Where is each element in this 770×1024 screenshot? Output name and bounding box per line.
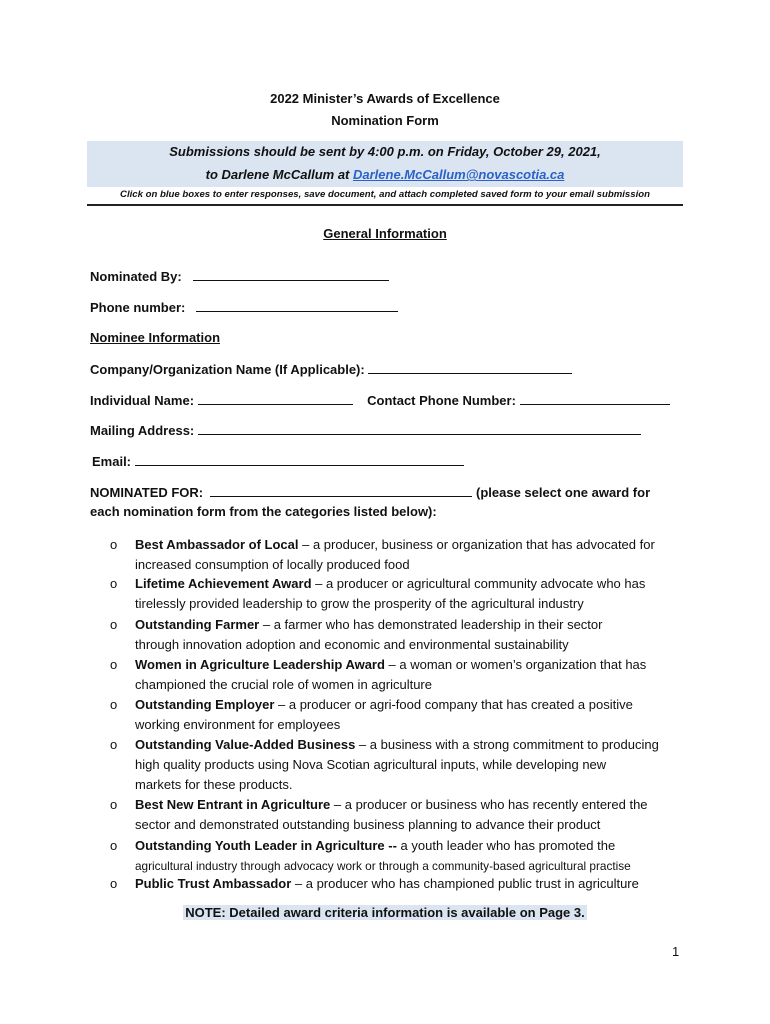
award-desc: championed the crucial role of women in agriculture (135, 677, 432, 692)
recipient-prefix: to Darlene McCallum at (205, 167, 353, 182)
mailing-address-field[interactable] (198, 422, 641, 435)
award-desc: sector and demonstrated outstanding business planning to advance their product (135, 817, 601, 832)
nominated-for-instruction: each nomination form from the categories listed below): (90, 504, 437, 519)
award-desc: – a farmer who has demonstrated leadership in their sector (259, 617, 603, 632)
nominated-for-field[interactable] (210, 484, 472, 497)
checkbox-bullet[interactable]: o (110, 537, 118, 552)
checkbox-bullet[interactable]: o (110, 617, 118, 632)
divider (87, 204, 683, 206)
contact-phone-label: Contact Phone Number: (367, 393, 516, 408)
award-name: Lifetime Achievement Award (135, 576, 312, 591)
award-desc: a youth leader who has promoted the (396, 838, 616, 853)
individual-row (90, 392, 670, 408)
phone-row (90, 299, 398, 315)
checkbox-bullet[interactable]: o (110, 838, 118, 853)
form-title: 2022 Minister’s Awards of Excellence (270, 91, 500, 106)
award-desc: – a producer or business who has recently entered the (330, 797, 648, 812)
mailing-label: Mailing Address: (90, 423, 195, 438)
award-name: Outstanding Employer (135, 697, 275, 712)
checkbox-bullet[interactable]: o (110, 737, 118, 752)
award-desc: – a producer, business or organization that has advocated for (298, 537, 655, 552)
award-desc: markets for these products. (135, 777, 293, 792)
nominated-for-row (90, 484, 650, 500)
award-name: Outstanding Farmer (135, 617, 260, 632)
award-desc: tirelessly provided leadership to grow the prosperity of the agricultural industry (135, 596, 584, 611)
general-info-heading: General Information (323, 226, 447, 241)
award-name: Best Ambassador of Local (135, 537, 299, 552)
award-desc: – a producer who has championed public trust in agriculture (291, 876, 639, 891)
page-number: 1 (672, 944, 680, 959)
individual-name-field[interactable] (198, 392, 353, 405)
form-subtitle: Nomination Form (331, 113, 439, 128)
instruction-text: Click on blue boxes to enter responses, save document, and attach completed saved form to your email submission (120, 189, 650, 200)
nominated-by-field[interactable] (193, 268, 389, 281)
award-desc: high quality products using Nova Scotian agricultural inputs, while developing new (135, 757, 607, 772)
award-desc: – a woman or women’s organization that has (384, 657, 647, 672)
checkbox-bullet[interactable]: o (110, 657, 118, 672)
checkbox-bullet[interactable]: o (110, 876, 118, 891)
contact-phone-field[interactable] (520, 392, 670, 405)
award-name: Outstanding Youth Leader in Agriculture -- (135, 838, 397, 853)
award-name: Outstanding Value-Added Business (135, 737, 356, 752)
individual-label: Individual Name: (90, 393, 195, 408)
nominated-by-row (90, 268, 389, 284)
company-row (90, 361, 572, 377)
phone-label: Phone number: (90, 300, 186, 315)
award-desc: agricultural industry through advocacy work or through a community-based agricultural practise (135, 859, 631, 873)
nominee-info-heading: Nominee Information (90, 330, 221, 345)
award-desc: – a business with a strong commitment to producing (355, 737, 659, 752)
mailing-row (90, 422, 641, 438)
award-name: Best New Entrant in Agriculture (135, 797, 331, 812)
award-desc: – a producer or agri-food company that has created a positive (274, 697, 633, 712)
company-label: Company/Organization Name (If Applicable): (90, 362, 365, 377)
award-desc: through innovation adoption and economic and environmental sustainability (135, 637, 569, 652)
nominated-for-suffix: (please select one award for (476, 485, 651, 500)
criteria-note-text: NOTE: Detailed award criteria information is available on Page 3. (185, 905, 585, 920)
award-desc: increased consumption of locally produced food (135, 557, 410, 572)
checkbox-bullet[interactable]: o (110, 576, 118, 591)
email-row (92, 453, 464, 469)
phone-field[interactable] (196, 299, 398, 312)
nominated-for-label: NOMINATED FOR: (90, 485, 204, 500)
nominated-by-label: Nominated By: (90, 269, 182, 284)
award-desc: – a producer or agricultural community advocate who has (311, 576, 646, 591)
email-label: Email: (92, 454, 132, 469)
checkbox-bullet[interactable]: o (110, 797, 118, 812)
submission-deadline: Submissions should be sent by 4:00 p.m. on Friday, October 29, 2021, (169, 144, 601, 159)
checkbox-bullet[interactable]: o (110, 697, 118, 712)
email-link[interactable]: Darlene.McCallum@novascotia.ca (353, 167, 565, 182)
award-desc: working environment for employees (135, 717, 341, 732)
award-name: Women in Agriculture Leadership Award (135, 657, 385, 672)
award-name: Public Trust Ambassador (135, 876, 292, 891)
email-field[interactable] (135, 453, 464, 466)
company-field[interactable] (368, 361, 572, 374)
criteria-note (0, 905, 770, 920)
submission-recipient (87, 167, 683, 182)
